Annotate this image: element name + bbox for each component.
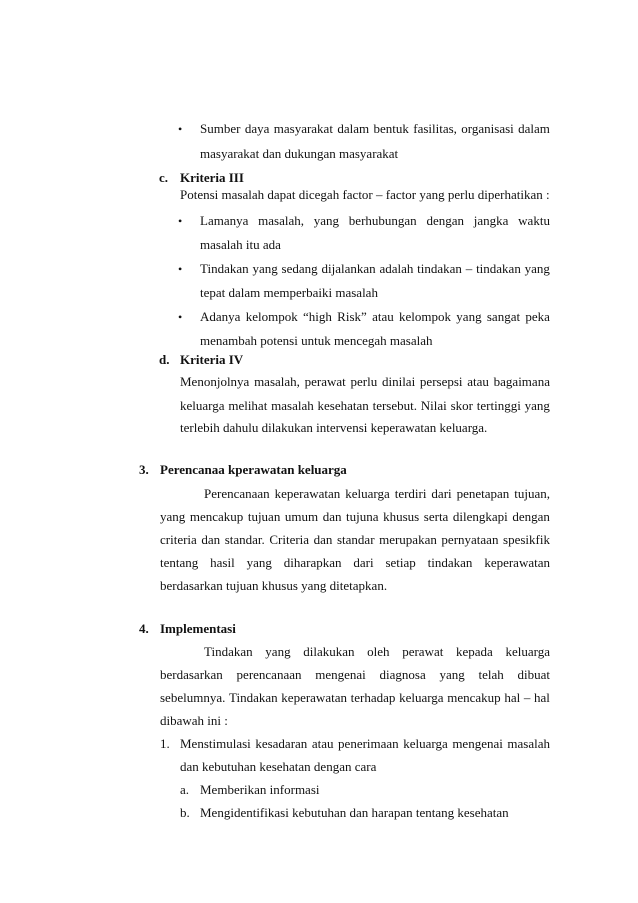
word: Lamanya	[200, 213, 249, 228]
word: yang	[160, 509, 186, 524]
word: kesadaran	[255, 736, 308, 751]
word: dari	[431, 486, 452, 501]
word: khusus	[383, 509, 420, 524]
word: perlu	[350, 374, 378, 389]
word: dilakukan	[303, 644, 355, 659]
subitem-b-text: Mengidentifikasi kebutuhan dan harapan tentang kesehatan	[200, 805, 509, 820]
word: adalah	[379, 261, 414, 276]
word: serta	[423, 509, 449, 524]
word: dalam	[518, 121, 550, 136]
word: pernyataan	[441, 532, 499, 547]
word: dinilai	[381, 374, 416, 389]
word: standar.	[224, 532, 265, 547]
section-3-line1	[204, 486, 550, 502]
word: Menonjolnya	[180, 374, 250, 389]
word: daya	[244, 121, 270, 136]
word: hasil	[210, 555, 235, 570]
word: keluarga	[345, 486, 390, 501]
word: “high	[303, 309, 332, 324]
word: tujuna	[346, 509, 379, 524]
kriteria-iv-marker: d.	[159, 352, 170, 367]
word: bentuk	[373, 121, 409, 136]
word: mengenai	[452, 736, 503, 751]
word: persepsi	[419, 374, 463, 389]
word: tujuan	[247, 509, 281, 524]
word: keluarga	[180, 398, 225, 413]
word: kepada	[456, 644, 493, 659]
word: sedang	[281, 261, 318, 276]
word: Criteria	[269, 532, 310, 547]
bullet-lamanya-line1	[200, 213, 550, 229]
word: yang	[252, 261, 278, 276]
word: berhubungan	[348, 213, 417, 228]
word: tersebut.	[372, 398, 417, 413]
kriteria-iii-intro: Potensi masalah dapat dicegah factor – factor yang perlu diperhatikan :	[180, 187, 550, 202]
word: masyarakat	[273, 121, 333, 136]
kriteria-iii-title: Kriteria III	[180, 170, 244, 185]
word: keperawatan	[484, 555, 550, 570]
section-4-number: 4.	[139, 621, 149, 636]
word: fasilitas,	[413, 121, 457, 136]
bullet-sumber-line1	[200, 121, 550, 137]
word: terhadap	[350, 690, 396, 705]
word: dan	[201, 532, 221, 547]
subitem-a-marker: a.	[180, 782, 190, 797]
section-3-title: Perencanaa kperawatan keluarga	[160, 462, 347, 477]
word: jangka	[473, 213, 509, 228]
word: peka	[525, 309, 550, 324]
word: keperawatan	[281, 690, 347, 705]
word: umum	[284, 509, 319, 524]
word: Tindakan	[229, 690, 278, 705]
word: yang	[313, 213, 340, 228]
word: Risk”	[337, 309, 367, 324]
kriteria-iv-line3: terlebih dahulu dilakukan intervensi keperawatan keluarga.	[180, 420, 488, 435]
word: tindakan	[427, 555, 473, 570]
word: merupakan	[379, 532, 437, 547]
word: kesehatan	[317, 398, 369, 413]
bullet-tindakan-line1	[200, 261, 550, 277]
word: perencanaan	[236, 667, 302, 682]
word: hal	[504, 690, 521, 705]
kriteria-iv-title: Kriteria IV	[180, 352, 244, 367]
word: yang	[524, 261, 550, 276]
word: dan	[322, 509, 342, 524]
bullet-icon: •	[178, 122, 183, 136]
section-3-number: 3.	[139, 462, 149, 477]
word: yang	[246, 555, 272, 570]
word: perawat	[304, 374, 346, 389]
word: mencakup	[189, 509, 244, 524]
word: sebelumnya.	[160, 690, 226, 705]
word: yang	[456, 309, 482, 324]
section-4-line3	[160, 690, 550, 706]
word: tindakan	[417, 261, 462, 276]
word: criteria	[160, 532, 197, 547]
section-4-line2	[160, 667, 550, 683]
word: yang	[524, 398, 550, 413]
word: yang	[439, 667, 465, 682]
word: atau	[467, 374, 489, 389]
subitem-a-text: Memberikan informasi	[200, 782, 320, 797]
bullet-lamanya-line2: masalah itu ada	[200, 237, 281, 252]
word: tindakan	[476, 261, 521, 276]
word: dari	[353, 555, 374, 570]
word: dibuat	[517, 667, 550, 682]
bullet-sumber-line2: masyarakat dan dukungan masyarakat	[200, 146, 399, 161]
subitem-b-marker: b.	[180, 805, 190, 820]
word: organisasi	[461, 121, 514, 136]
word: keluarga	[399, 690, 444, 705]
word: hal	[534, 690, 550, 705]
word: dan	[313, 532, 333, 547]
bullet-icon: •	[178, 310, 183, 324]
bullet-tindakan-line2: tepat dalam memperbaiki masalah	[200, 285, 378, 300]
word: keluarga	[403, 736, 448, 751]
word: yang	[265, 644, 291, 659]
word: diagnosa	[379, 667, 426, 682]
word: waktu	[518, 213, 550, 228]
word: –	[523, 690, 531, 705]
word: dilengkapi	[452, 509, 508, 524]
word: dengan	[426, 213, 464, 228]
word: Nilai	[420, 398, 447, 413]
section-4-line4: dibawah ini :	[160, 713, 228, 728]
word: penerimaan	[338, 736, 399, 751]
bullet-adanya-line2: menambah potensi untuk mencegah masalah	[200, 333, 433, 348]
section-3-line4	[160, 555, 550, 571]
word: sangat	[486, 309, 521, 324]
word: dijalankan	[321, 261, 376, 276]
item-1-line2: dan kebutuhan kesehatan dengan cara	[180, 759, 377, 774]
word: masalah	[271, 398, 314, 413]
word: Menstimulasi	[180, 736, 251, 751]
word: tujuan,	[514, 486, 550, 501]
word: mencakup	[447, 690, 501, 705]
word: atau	[372, 309, 394, 324]
word: atau	[311, 736, 334, 751]
section-3-line2	[160, 509, 550, 525]
section-4-title: Implementasi	[160, 621, 236, 636]
word: masalah,	[254, 374, 300, 389]
word: keluarga	[505, 644, 550, 659]
word: Tindakan	[200, 261, 249, 276]
item-1-number: 1.	[160, 736, 170, 751]
kriteria-iii-marker: c.	[159, 170, 169, 185]
word: berdasarkan	[160, 667, 223, 682]
word: tentang	[160, 555, 199, 570]
word: keperawatan	[274, 486, 341, 501]
word: setiap	[385, 555, 416, 570]
word: penetapan	[456, 486, 510, 501]
word: skor	[450, 398, 473, 413]
word: –	[465, 261, 473, 276]
section-3-line3	[160, 532, 550, 548]
bullet-adanya-line1	[200, 309, 550, 325]
word: terdiri	[394, 486, 427, 501]
word: Sumber	[200, 121, 241, 136]
word: Adanya	[200, 309, 241, 324]
kriteria-iv-line2	[180, 398, 550, 414]
word: masalah,	[258, 213, 304, 228]
word: diharapkan	[283, 555, 342, 570]
word: melihat	[228, 398, 268, 413]
bullet-icon: •	[178, 214, 183, 228]
word: dalam	[337, 121, 370, 136]
item-1-line1	[180, 736, 550, 752]
word: Tindakan	[204, 644, 253, 659]
word: kelompok	[399, 309, 452, 324]
word: masalah	[507, 736, 550, 751]
section-3-line5: berdasarkan tujuan khusus yang ditetapkan.	[160, 578, 388, 593]
word: telah	[478, 667, 504, 682]
kriteria-iv-line1	[180, 374, 550, 390]
section-4-line1	[204, 644, 550, 660]
word: perawat	[402, 644, 444, 659]
word: tertinggi	[476, 398, 521, 413]
word: oleh	[367, 644, 390, 659]
word: Perencanaan	[204, 486, 270, 501]
word: kelompok	[245, 309, 298, 324]
word: mengenai	[315, 667, 366, 682]
word: dengan	[512, 509, 550, 524]
bullet-icon: •	[178, 262, 183, 276]
word: standar	[336, 532, 375, 547]
word: bagaimana	[493, 374, 550, 389]
word: spesikfik	[503, 532, 550, 547]
